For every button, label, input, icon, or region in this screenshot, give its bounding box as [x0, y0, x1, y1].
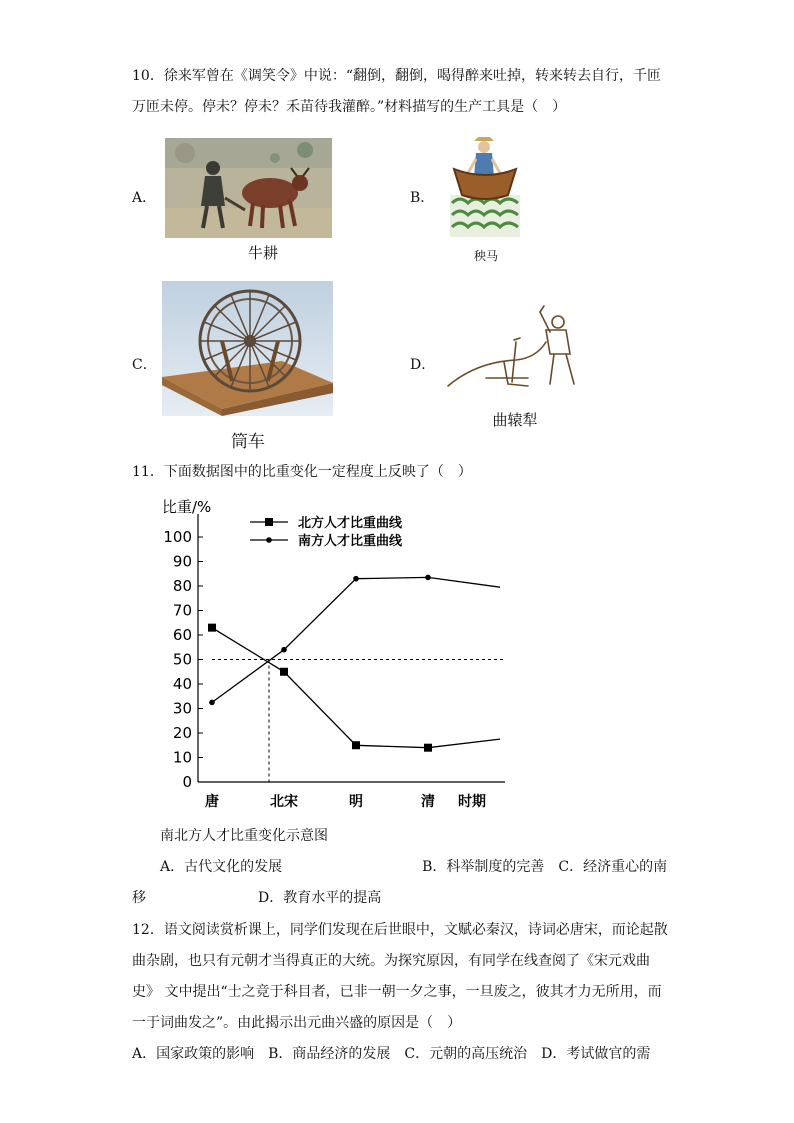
x-axis-label: 时期	[458, 794, 486, 810]
q10-option-b-letter: B．	[410, 190, 435, 206]
north-data-point	[352, 741, 360, 749]
legend-marker-circle	[266, 537, 272, 543]
legend-marker-square	[265, 518, 273, 526]
legend-label-2: 南方人才比重曲线	[298, 534, 403, 549]
y-tick-label: 90	[172, 552, 192, 571]
series-line-2	[212, 577, 500, 702]
q11-options-line-1: A．古代文化的发展 B．科举制度的完善 C．经济重心的南	[160, 859, 668, 875]
south-data-point	[209, 700, 215, 706]
y-tick-label: 50	[172, 650, 192, 669]
y-tick-label: 80	[172, 577, 192, 595]
q12-stem-line-1: 12．语文阅读赏析课上，同学们发现在后世眼中，文赋必秦汉，诗词必唐宋，而论起散	[132, 922, 668, 938]
x-tick-label: 北宋	[270, 794, 298, 810]
q10-stem-line-2: 万匝未停。停未？停未？禾苗待我灌醉。”材料描写的生产工具是（ ）	[132, 99, 567, 115]
south-data-point	[353, 576, 359, 582]
q10-stem-line-1: 10．徐来军曾在《调笑令》中说：“翻倒，翻倒，喝得醉来吐掉，转来转去自行，千匝	[132, 68, 661, 84]
north-data-point	[280, 668, 288, 676]
legend-label-1: 北方人才比重曲线	[298, 516, 403, 531]
q12-stem-line-4: 一于词曲发之”。由此揭示出元曲兴盛的原因是（ ）	[132, 1015, 462, 1031]
q10-option-b-caption: 秧马	[473, 249, 498, 263]
y-tick-label: 70	[172, 601, 192, 620]
south-data-point	[281, 647, 287, 653]
q10-option-a-caption: 牛耕	[247, 244, 278, 262]
south-data-point	[425, 575, 431, 581]
ox-plowing-image	[165, 138, 332, 238]
y-tick-label: 0	[182, 773, 192, 791]
q10-option-d-caption: 曲辕犁	[492, 411, 538, 429]
y-tick-label: 30	[172, 699, 192, 718]
q11-chart-caption: 南北方人才比重变化示意图	[160, 828, 328, 844]
q10-option-a-letter: A．	[132, 190, 157, 206]
q10-option-c-caption: 筒车	[231, 432, 265, 452]
y-tick-label: 10	[172, 748, 192, 767]
water-wheel-image	[162, 281, 333, 416]
x-tick-label: 明	[349, 794, 363, 810]
y-tick-label: 20	[172, 724, 192, 742]
yangma-image	[450, 133, 520, 237]
q12-options: A．国家政策的影响 B．商品经济的发展 C．元朝的高压统治 D．考试做官的需	[132, 1046, 651, 1062]
y-tick-label: 100	[163, 528, 192, 546]
x-tick-label: 清	[421, 794, 435, 810]
curved-plough-image	[446, 302, 586, 394]
north-data-point	[424, 744, 432, 752]
q11-options-line-2: 移 D．教育水平的提高	[132, 890, 382, 906]
x-tick-label: 唐	[205, 794, 219, 810]
y-axis-label: 比重/%	[162, 498, 212, 516]
talent-ratio-line-chart	[160, 492, 520, 822]
y-tick-label: 60	[172, 626, 192, 644]
q10-option-d-letter: D．	[410, 357, 436, 373]
q11-stem: 11．下面数据图中的比重变化一定程度上反映了（ ）	[132, 464, 472, 480]
q12-stem-line-3: 史》 文中提出“士之竞于科目者，已非一朝一夕之事，一旦废之，彼其才力无所用，而	[132, 984, 662, 1000]
q10-option-c-letter: C．	[132, 357, 157, 373]
north-data-point	[208, 624, 216, 632]
y-tick-label: 40	[172, 675, 192, 693]
series-line-1	[212, 628, 500, 748]
q12-stem-line-2: 曲杂剧，也只有元朝才当得真正的大统。为探究原因，有同学在线查阅了《宋元戏曲	[132, 953, 650, 969]
